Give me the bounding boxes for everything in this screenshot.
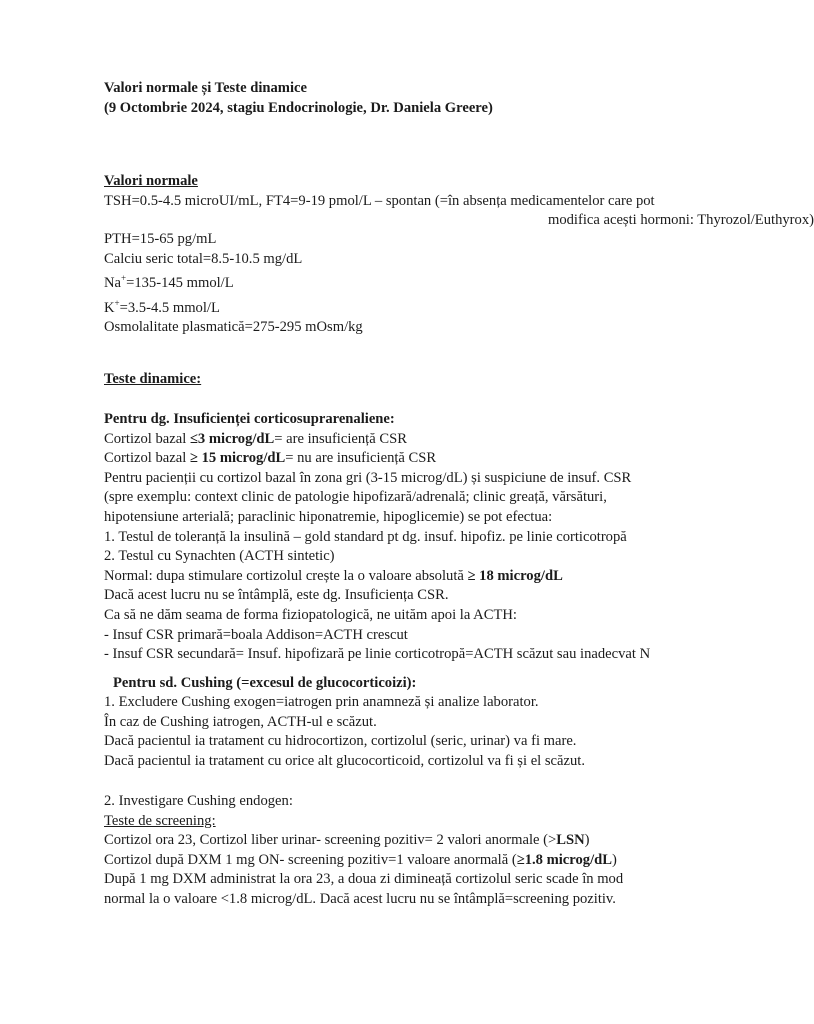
cushing-line-8-suffix: ) [612,851,617,868]
normal-values-list [104,230,744,338]
sodium-value [104,269,744,293]
cushing-line-7-suffix: ) [584,832,590,849]
potassium-range: =3.5-4.5 mmol/L [119,299,220,316]
document-header [104,79,744,118]
csr-line-2-prefix: Cortizol bazal [104,450,190,467]
cushing-line-8-prefix: Cortizol după DXM 1 mg ON- screening pozitiv=1 valoare anormală ( [104,851,517,868]
cushing-line-9: După 1 mg DXM administrat la ora 23, a doua zi dimineață cortizolul seric scade în mod [104,871,624,888]
sodium-charge: + [121,273,127,284]
csr-line-1 [104,430,744,450]
cushing-line-5: 2. Investigare Cushing endogen: [104,793,293,809]
cushing-line-8-threshold: ≥1.8 microg/dL [516,851,612,868]
potassium-symbol: K [104,299,115,316]
csr-line-7: 2. Testul cu Synachten (ACTH sintetic) [104,548,335,565]
csr-section [104,410,744,665]
cushing-heading-block [113,674,753,694]
sodium-range: =135-145 mmol/L [126,275,234,292]
csr-line-8 [104,567,744,587]
csr-line-1-threshold: ≤3 microg/dL [189,430,275,447]
cushing-section [104,693,744,771]
csr-line-3: Pentru pacienții cu cortizol bazal în zona gri (3-15 microg/dL) și suspiciune de insuf. CSR [104,469,632,486]
cushing-line-7-prefix: Cortizol ora 23, Cortizol liber urinar- screening pozitiv= 2 valori anormale (> [104,832,557,849]
document-title: Valori normale și Teste dinamice [104,80,307,96]
cushing-line-3: Dacă pacientul ia tratament cu hidrocortizon, cortizolul (seric, urinar) va fi mare. [104,733,577,750]
potassium-value [104,294,744,318]
sodium-symbol: Na [104,275,122,292]
tsh-ft4-line-continuation: modifica acești hormoni: Thyrozol/Euthyrox) [547,212,814,229]
csr-line-2 [104,449,744,469]
cushing-line-1: 1. Excludere Cushing exogen=iatrogen prin anamneză și analize laborator. [104,694,539,710]
osmolality-value: Osmolalitate plasmatică=275-295 mOsm/kg [104,319,363,336]
calcium-value: Calciu seric total=8.5-10.5 mg/dL [104,250,303,267]
potassium-charge: + [114,297,120,308]
document-subtitle: (9 Octombrie 2024, stagiu Endocrinologie, Dr. Daniela Greere) [104,99,493,116]
csr-line-10: Ca să ne dăm seama de forma fiziopatologică, ne uităm apoi la ACTH: [104,606,517,623]
csr-line-8-prefix: Normal: dupa stimulare cortizolul crește la o valoare absolută [104,567,468,584]
dynamic-tests-heading: Teste dinamice: [104,371,202,387]
tsh-ft4-line: TSH=0.5-4.5 microUI/mL, FT4=9-19 pmol/L – spontan (=în absența medicamentelor care pot [104,192,655,209]
csr-line-11: - Insuf CSR primară=boala Addison=ACTH crescut [104,626,408,643]
cushing-line-7-lsn: LSN [556,832,585,849]
csr-line-2-threshold: ≥ 15 microg/dL [189,450,286,467]
screening-tests-heading: Teste de screening: [104,812,216,829]
csr-line-8-threshold: ≥ 18 microg/dL [467,567,563,584]
normal-values-heading: Valori normale [104,173,198,189]
cushing-line-2: În caz de Cushing iatrogen, ACTH-ul e scăzut. [104,713,377,730]
csr-line-1-suffix: = are insuficiență CSR [274,430,407,447]
cushing-line-8 [104,851,744,871]
csr-heading: Pentru dg. Insuficienței corticosuprarenaliene: [104,411,395,427]
dynamic-tests-heading-block [104,370,744,390]
csr-line-4: (spre exemplu: context clinic de patologie hipofizară/adrenală; clinic greață, vărsături, [104,489,607,506]
cushing-heading: Pentru sd. Cushing (=excesul de glucocorticoizi): [113,675,417,691]
cushing-line-10: normal la o valoare <1.8 microg/dL. Dacă acest lucru nu se întâmplă=screening pozitiv. [104,890,616,907]
normal-values-section [104,172,814,231]
csr-line-2-suffix: = nu are insuficiență CSR [285,450,437,467]
cushing-endogen-section [104,792,744,910]
pth-value: PTH=15-65 pg/mL [104,231,217,247]
csr-line-12: - Insuf CSR secundară= Insuf. hipofizară pe linie corticotropă=ACTH scăzut sau inadecvat N [104,646,651,663]
csr-line-5: hipotensiune arterială; paraclinic hiponatremie, hipoglicemie) se pot efectua: [104,508,553,525]
csr-line-9: Dacă acest lucru nu se întâmplă, este dg. Insuficiența CSR. [104,587,449,604]
cushing-line-7 [104,831,744,851]
cushing-line-4: Dacă pacientul ia tratament cu orice alt glucocorticoid, cortizolul va fi și el scăzut. [104,752,585,769]
csr-line-1-prefix: Cortizol bazal [104,430,190,447]
csr-line-6: 1. Testul de toleranță la insulină – gold standard pt dg. insuf. hipofiz. pe linie corticotropă [104,528,627,545]
